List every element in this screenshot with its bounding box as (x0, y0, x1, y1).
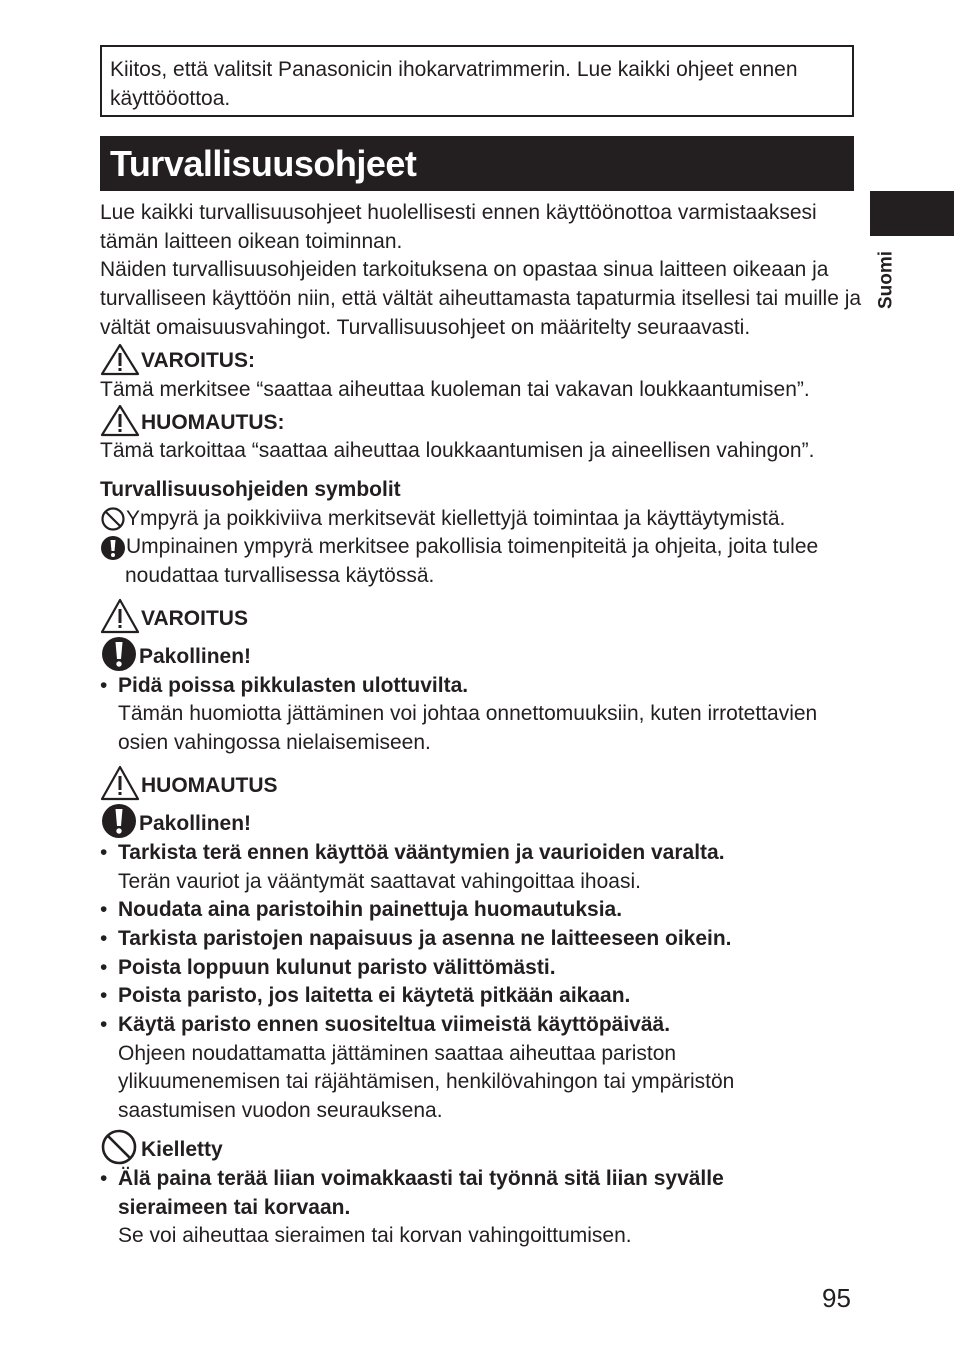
caution-mandatory-heading (100, 803, 862, 839)
list-item-title: Tarkista terä ennen käyttöä vääntymien ja vaurioiden varalta. (118, 840, 725, 864)
list-item (100, 1011, 862, 1040)
list-item-body: Ohjeen noudattamatta jättäminen saattaa aiheuttaa pariston ylikuumenemisen tai räjähtämisen, henkilövahingon tai ympäristön saastumisen vuodon seurauksena. (118, 1041, 735, 1123)
list-item (100, 896, 862, 925)
mandatory-icon (100, 535, 126, 561)
caution-legend-label: HUOMAUTUS: (141, 410, 285, 434)
mandatory-icon (100, 636, 138, 672)
list-item-title: Tarkista paristojen napaisuus ja asenna ne laitteeseen oikein. (118, 926, 732, 950)
prohibited-icon (100, 506, 126, 532)
warning-legend-label: VAROITUS: (141, 348, 255, 372)
list-item (100, 839, 862, 868)
list-item-body: Tämän huomiotta jättäminen voi johtaa onnettomuuksiin, kuten irrotettavien osien vahingossa nielaisemiseen. (118, 702, 818, 755)
list-item-title: Älä paina terää liian voimakkaasti tai työnnä sitä liian syvälle sieraimeen tai korvaan. (118, 1166, 724, 1219)
caution-triangle-icon (100, 765, 140, 801)
intro-text: Kiitos, että valitsit Panasonicin ihokarvatrimmerin. Lue kaikki ohjeet ennen käyttööottoa. (110, 58, 798, 110)
paragraph-1: Lue kaikki turvallisuusohjeet huolellisesti ennen käyttöönottoa varmistaaksesi tämän laitteen oikean toiminnan. (100, 201, 817, 253)
language-tab (870, 191, 954, 236)
list-item-title: Poista loppuun kulunut paristo välittömästi. (118, 955, 556, 979)
list-item (100, 1165, 862, 1222)
bullet: • (100, 984, 108, 1008)
warning-section-label: VAROITUS (141, 607, 248, 631)
caution-triangle-icon (100, 404, 140, 437)
warning-mandatory-label: Pakollinen! (139, 645, 252, 669)
mandatory-symbol-text-1: Umpinainen ympyrä merkitsee pakollisia toimenpiteitä ja ohjeita, joita tulee (126, 535, 819, 559)
list-item (100, 982, 862, 1011)
list-item-title: Pidä poissa pikkulasten ulottuvilta. (118, 673, 469, 697)
paragraph-2: Näiden turvallisuusohjeiden tarkoituksena on opastaa sinua laitteen oikeaan ja turvalliseen käyttöön niin, että vältät aiheuttamasta tapaturmia itsellesi tai muille ja vältät omaisuusvahingot. Turvallisuusohjeet on määritelty seuraavasti. (100, 258, 862, 339)
caution-legend-text: Tämä tarkoittaa “saattaa aiheuttaa loukkaantumisen ja aineellisen vahingon”. (100, 439, 815, 463)
warning-triangle-icon (100, 343, 140, 376)
warning-triangle-icon (100, 598, 140, 634)
mandatory-symbol-row (100, 533, 862, 562)
warning-legend-heading (100, 343, 862, 376)
list-item-title: Poista paristo, jos laitetta ei käytetä pitkään aikaan. (118, 984, 631, 1008)
list-item-title: Noudata aina paristoihin painettuja huomautuksia. (118, 898, 623, 922)
page-number: 95 (822, 1283, 851, 1313)
bullet: • (100, 673, 108, 697)
bullet: • (100, 1166, 108, 1190)
prohibited-symbol-row (100, 505, 862, 534)
bullet: • (100, 1013, 108, 1037)
prohibited-symbol-text: Ympyrä ja poikkiviiva merkitsevät kiellettyjä toimintaa ja käyttäytymistä. (126, 506, 786, 530)
bullet: • (100, 955, 108, 979)
language-tab-label: Suomi (875, 250, 897, 310)
warning-section-heading (100, 598, 862, 634)
list-item (100, 954, 862, 983)
page-title: Turvallisuusohjeet (100, 136, 854, 191)
bullet: • (100, 926, 108, 950)
caution-section-heading (100, 765, 862, 801)
prohibited-icon (100, 1129, 140, 1165)
bullet: • (100, 898, 108, 922)
main-content (100, 199, 862, 1251)
intro-box (100, 45, 854, 117)
list-item-title: Käytä paristo ennen suositeltua viimeistä käyttöpäivää. (118, 1013, 671, 1037)
prohibited-heading (100, 1129, 862, 1165)
mandatory-symbol-text-2: noudattaa turvallisessa käytössä. (125, 564, 435, 588)
warning-mandatory-heading (100, 636, 862, 672)
mandatory-icon (100, 803, 138, 839)
list-item (100, 672, 862, 701)
list-item-body: Se voi aiheuttaa sieraimen tai korvan vahingoittumisen. (118, 1224, 632, 1248)
warning-legend-text: Tämä merkitsee “saattaa aiheuttaa kuoleman tai vakavan loukkaantumisen”. (100, 377, 810, 401)
caution-mandatory-label: Pakollinen! (139, 812, 252, 836)
prohibited-label: Kielletty (141, 1138, 223, 1162)
symbols-heading: Turvallisuusohjeiden symbolit (100, 477, 401, 501)
bullet: • (100, 840, 108, 864)
caution-section-label: HUOMAUTUS (141, 774, 278, 798)
caution-legend-heading (100, 404, 862, 437)
list-item-body: Terän vauriot ja vääntymät saattavat vahingoittaa ihoasi. (118, 869, 641, 893)
list-item (100, 925, 862, 954)
